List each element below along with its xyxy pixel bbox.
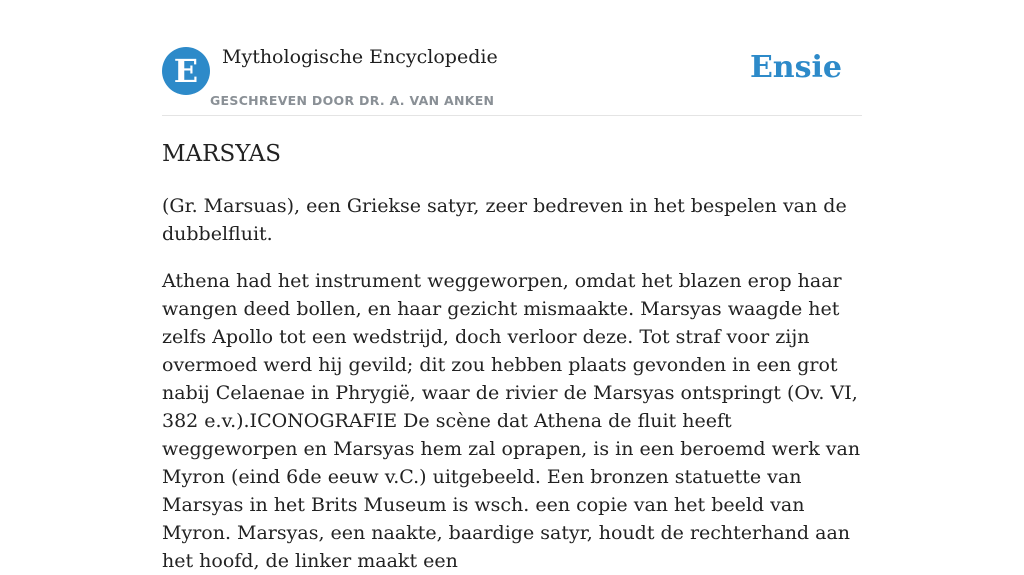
site-header <box>162 44 862 116</box>
header-divider <box>162 115 862 116</box>
author-line: GESCHREVEN DOOR DR. A. VAN ANKEN <box>210 93 495 108</box>
encyclopedia-logo[interactable]: E <box>162 47 210 95</box>
article-title: MARSYAS <box>162 141 281 167</box>
brand-logo[interactable]: Ensie <box>749 50 842 85</box>
article-paragraph-intro: (Gr. Marsuas), een Griekse satyr, zeer bedreven in het bespelen van de dubbelfluit. <box>162 195 847 245</box>
encyclopedia-title[interactable]: Mythologische Encyclopedie <box>222 46 498 68</box>
article-paragraph-body: Athena had het instrument weggeworpen, omdat het blazen erop haar wangen deed bollen, en haar gezicht mismaakte. Marsyas waagde het zelfs Apollo tot een wedstrijd, doch verloor deze. Tot straf voor zijn overmoed werd hij gevild; dit zou hebben plaats gevonden in een grot nabij Celaenae in Phrygië, waar de rivier de Marsyas ontspringt (Ov. VI, 382 e.v.).ICONOGRAFIE De scène dat Athena de fluit heeft weggeworpen en Marsyas hem zal oprapen, is in een beroemd werk van Myron (eind 6de eeuw v.C.) uitgebeeld. Een bronzen statuette van Marsyas in het Brits Museum is wsch. een copie van het beeld van Myron. Marsyas, een naakte, baardige satyr, houdt de rechterhand aan het hoofd, de linker maakt een <box>162 270 861 572</box>
article-content <box>162 138 862 575</box>
